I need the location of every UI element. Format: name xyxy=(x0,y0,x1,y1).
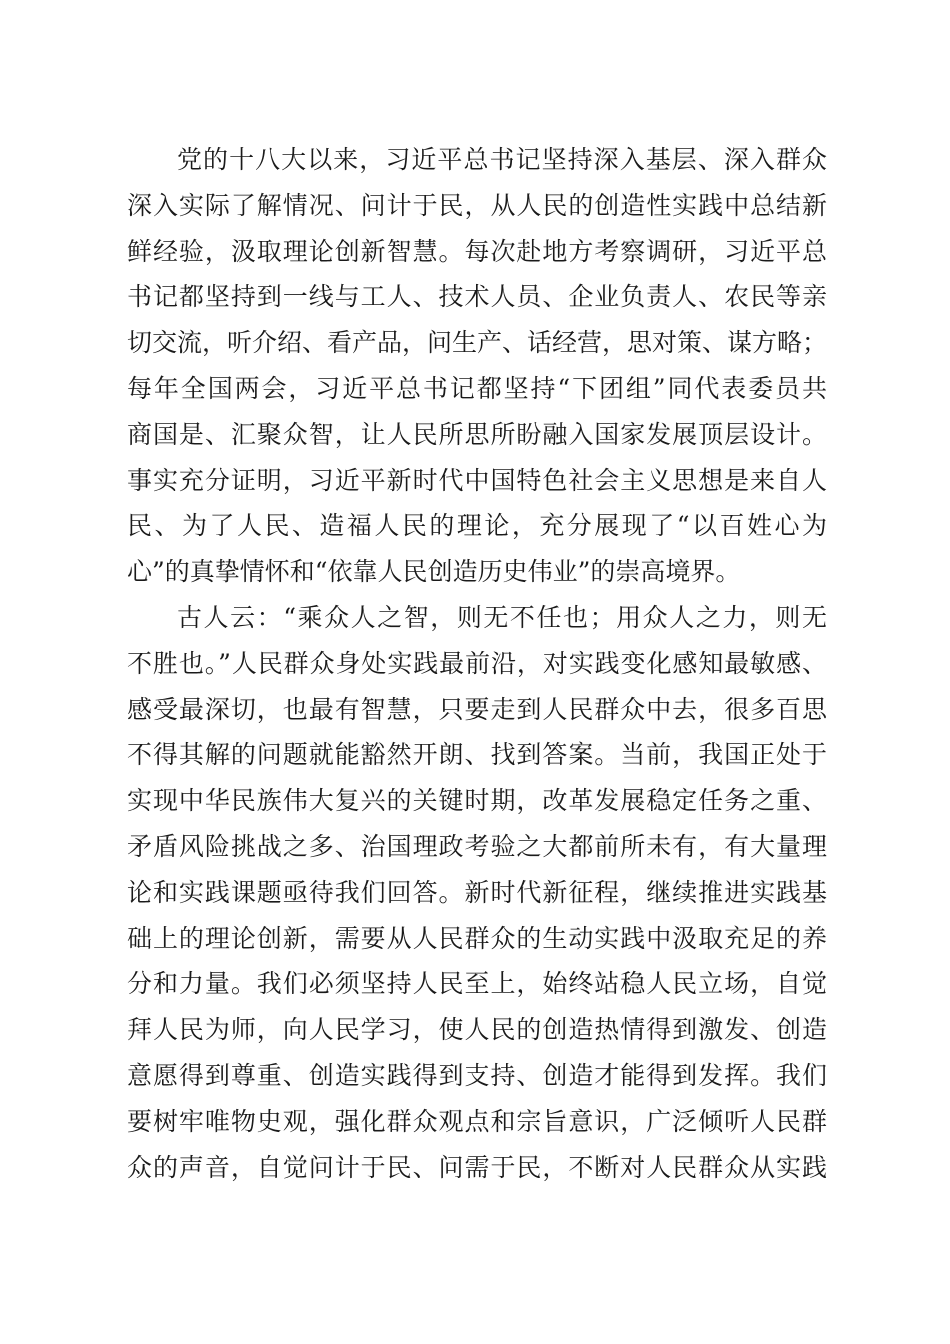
text-line: 实现中华民族伟大复兴的关键时期，改革发展稳定任务之重、 xyxy=(127,786,827,816)
text-line: 每年全国两会，习近平总书记都坚持“下团组”同代表委员共 xyxy=(127,373,827,403)
text-line: 鲜经验，汲取理论创新智慧。每次赴地方考察调研，习近平总 xyxy=(127,236,827,266)
text-line: 分和力量。我们必须坚持人民至上，始终站稳人民立场，自觉 xyxy=(127,969,827,999)
text-line: 不胜也。”人民群众身处实践最前沿，对实践变化感知最敏感、 xyxy=(127,648,827,678)
text-line: 要树牢唯物史观，强化群众观点和宗旨意识，广泛倾听人民群 xyxy=(127,1106,827,1136)
text-line: 不得其解的问题就能豁然开朗、找到答案。当前，我国正处于 xyxy=(127,740,827,770)
paragraph-1 xyxy=(127,137,827,595)
text-line: 心”的真挚情怀和“依靠人民创造历史伟业”的崇高境界。 xyxy=(127,557,741,587)
text-line: 拜人民为师，向人民学习，使人民的创造热情得到激发、创造 xyxy=(127,1015,827,1045)
text-line: 事实充分证明，习近平新时代中国特色社会主义思想是来自人 xyxy=(127,465,827,495)
text-line: 感受最深切，也最有智慧，只要走到人民群众中去，很多百思 xyxy=(127,694,827,724)
text-line: 党的十八大以来，习近平总书记坚持深入基层、深入群众 xyxy=(177,145,827,174)
text-line: 众的声音，自觉问计于民、问需于民，不断对人民群众从实践 xyxy=(127,1152,827,1182)
text-line: 古人云：“乘众人之智，则无不任也；用众人之力，则无 xyxy=(177,602,827,632)
body-text xyxy=(127,137,827,1190)
text-line: 论和实践课题亟待我们回答。新时代新征程，继续推进实践基 xyxy=(127,877,827,907)
paragraph-2 xyxy=(127,595,827,1190)
text-line: 础上的理论创新，需要从人民群众的生动实践中汲取充足的养 xyxy=(127,923,827,953)
text-line: 民、为了人民、造福人民的理论，充分展现了“以百姓心为 xyxy=(127,511,827,541)
text-line: 矛盾风险挑战之多、治国理政考验之大都前所未有，有大量理 xyxy=(127,831,827,861)
text-line: 商国是、汇聚众智，让人民所思所盼融入国家发展顶层设计。 xyxy=(127,419,827,449)
text-line: 切交流，听介绍、看产品，问生产、话经营，思对策、谋方略； xyxy=(127,328,827,358)
text-line: 深入实际了解情况、问计于民，从人民的创造性实践中总结新 xyxy=(127,190,827,220)
text-line: 意愿得到尊重、创造实践得到支持、创造才能得到发挥。我们 xyxy=(127,1060,827,1090)
text-line: 书记都坚持到一线与工人、技术人员、企业负责人、农民等亲 xyxy=(127,282,827,312)
